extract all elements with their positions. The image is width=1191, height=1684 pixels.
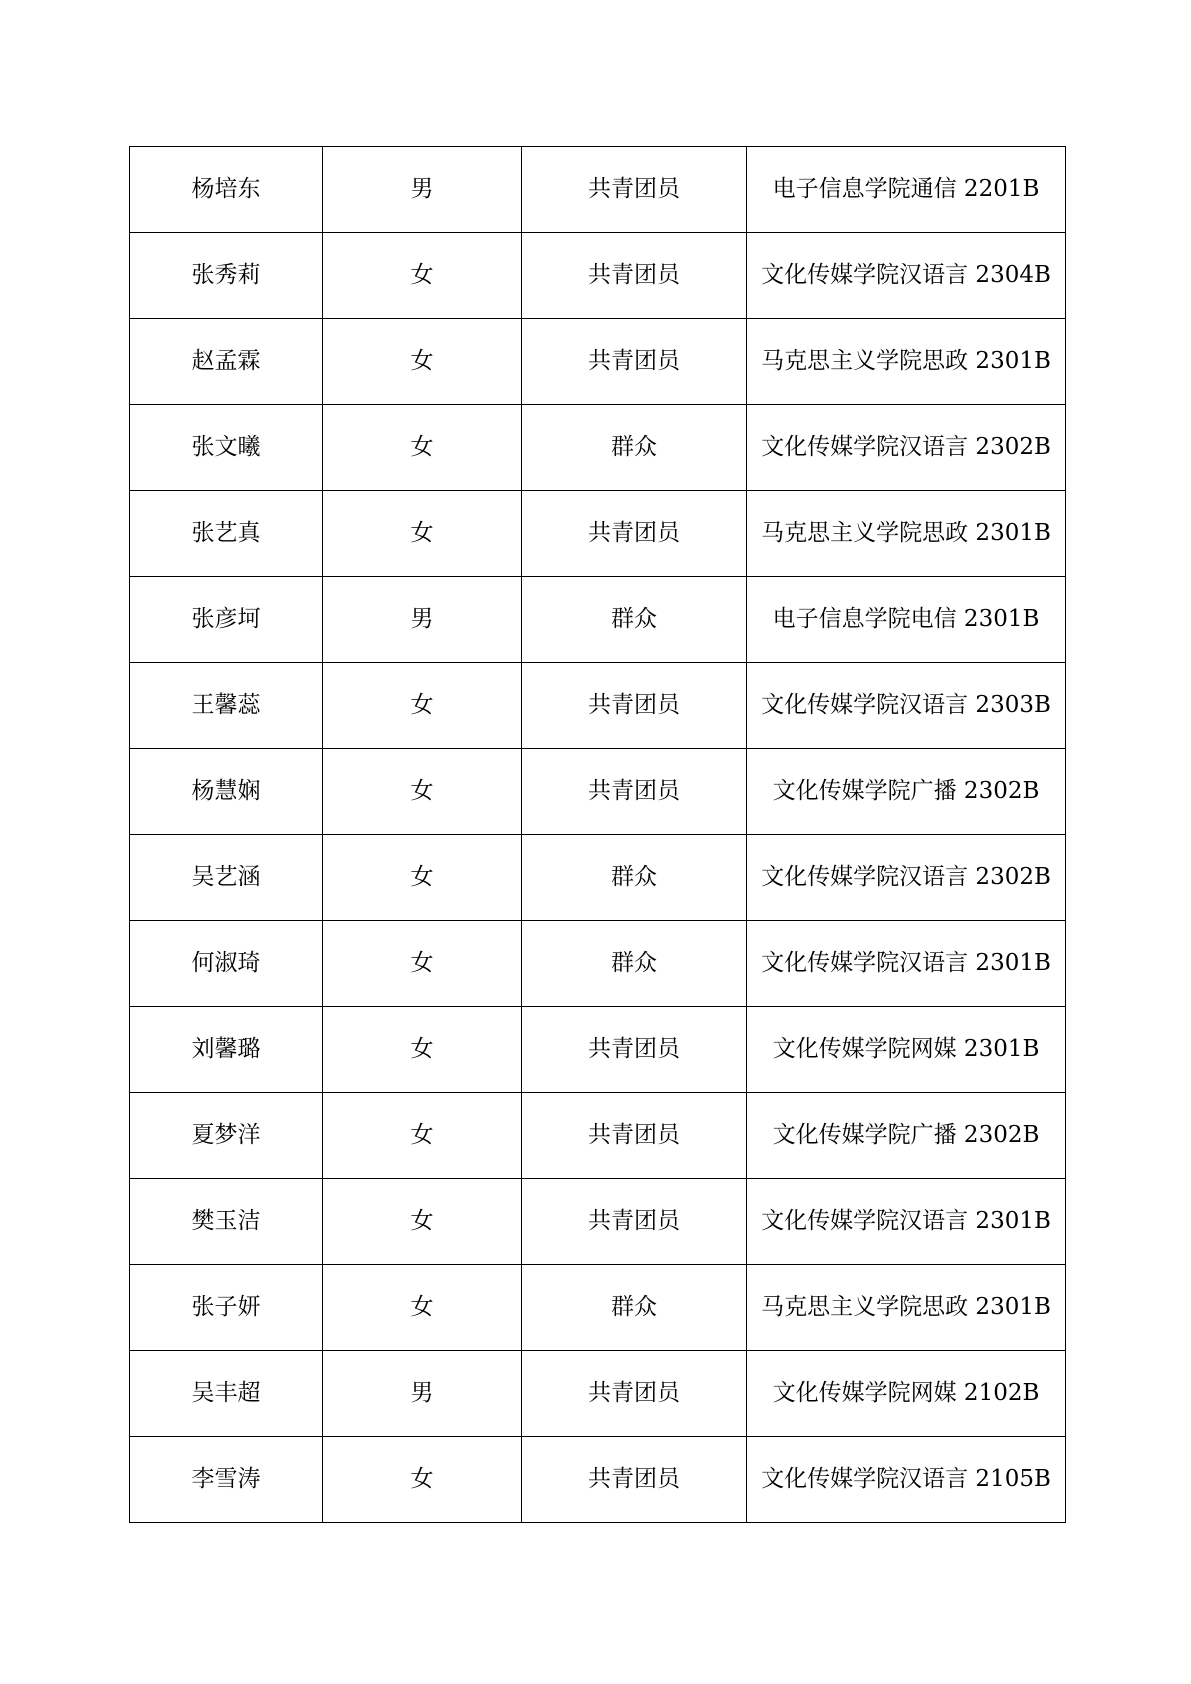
political-status-cell: 共青团员 [522,319,747,405]
class-cell: 文化传媒学院网媒 2102B [747,1351,1066,1437]
name-cell: 吴丰超 [130,1351,323,1437]
gender-cell: 女 [323,835,522,921]
class-cell: 文化传媒学院汉语言 2302B [747,835,1066,921]
political-status-cell: 共青团员 [522,1007,747,1093]
class-cell: 电子信息学院通信 2201B [747,147,1066,233]
political-status-cell: 群众 [522,405,747,491]
name-cell: 张秀莉 [130,233,323,319]
table-row [130,1351,1066,1437]
political-status-cell: 共青团员 [522,491,747,577]
table-row [130,405,1066,491]
name-cell: 张文曦 [130,405,323,491]
name-cell: 吴艺涵 [130,835,323,921]
gender-cell: 女 [323,1007,522,1093]
gender-cell: 女 [323,749,522,835]
student-roster-table [129,146,1066,1523]
class-cell: 文化传媒学院广播 2302B [747,1093,1066,1179]
name-cell: 何淑琦 [130,921,323,1007]
class-cell: 文化传媒学院广播 2302B [747,749,1066,835]
political-status-cell: 共青团员 [522,663,747,749]
gender-cell: 女 [323,491,522,577]
political-status-cell: 共青团员 [522,749,747,835]
political-status-cell: 群众 [522,921,747,1007]
name-cell: 张艺真 [130,491,323,577]
name-cell: 赵孟霖 [130,319,323,405]
name-cell: 张彦坷 [130,577,323,663]
gender-cell: 女 [323,1093,522,1179]
name-cell: 王馨蕊 [130,663,323,749]
class-cell: 电子信息学院电信 2301B [747,577,1066,663]
political-status-cell: 共青团员 [522,1351,747,1437]
table-row [130,577,1066,663]
gender-cell: 女 [323,1265,522,1351]
gender-cell: 男 [323,577,522,663]
political-status-cell: 群众 [522,577,747,663]
gender-cell: 女 [323,233,522,319]
class-cell: 文化传媒学院网媒 2301B [747,1007,1066,1093]
class-cell: 马克思主义学院思政 2301B [747,319,1066,405]
political-status-cell: 共青团员 [522,233,747,319]
class-cell: 文化传媒学院汉语言 2304B [747,233,1066,319]
table-row [130,319,1066,405]
political-status-cell: 共青团员 [522,1437,747,1523]
gender-cell: 女 [323,1179,522,1265]
gender-cell: 女 [323,319,522,405]
name-cell: 杨培东 [130,147,323,233]
class-cell: 文化传媒学院汉语言 2105B [747,1437,1066,1523]
class-cell: 文化传媒学院汉语言 2301B [747,921,1066,1007]
gender-cell: 女 [323,405,522,491]
table-row [130,1179,1066,1265]
table-row [130,921,1066,1007]
class-cell: 文化传媒学院汉语言 2303B [747,663,1066,749]
table-row [130,749,1066,835]
table-row [130,1007,1066,1093]
political-status-cell: 群众 [522,835,747,921]
name-cell: 杨慧娴 [130,749,323,835]
class-cell: 文化传媒学院汉语言 2301B [747,1179,1066,1265]
gender-cell: 男 [323,1351,522,1437]
political-status-cell: 群众 [522,1265,747,1351]
gender-cell: 女 [323,663,522,749]
table-row [130,663,1066,749]
table-row [130,1093,1066,1179]
political-status-cell: 共青团员 [522,1093,747,1179]
class-cell: 文化传媒学院汉语言 2302B [747,405,1066,491]
political-status-cell: 共青团员 [522,1179,747,1265]
table-row [130,835,1066,921]
table-row [130,491,1066,577]
class-cell: 马克思主义学院思政 2301B [747,491,1066,577]
name-cell: 樊玉洁 [130,1179,323,1265]
table-row [130,1265,1066,1351]
table-row [130,1437,1066,1523]
name-cell: 刘馨璐 [130,1007,323,1093]
table-row [130,147,1066,233]
political-status-cell: 共青团员 [522,147,747,233]
name-cell: 李雪涛 [130,1437,323,1523]
name-cell: 张子妍 [130,1265,323,1351]
table-row [130,233,1066,319]
name-cell: 夏梦洋 [130,1093,323,1179]
class-cell: 马克思主义学院思政 2301B [747,1265,1066,1351]
gender-cell: 女 [323,921,522,1007]
gender-cell: 男 [323,147,522,233]
gender-cell: 女 [323,1437,522,1523]
